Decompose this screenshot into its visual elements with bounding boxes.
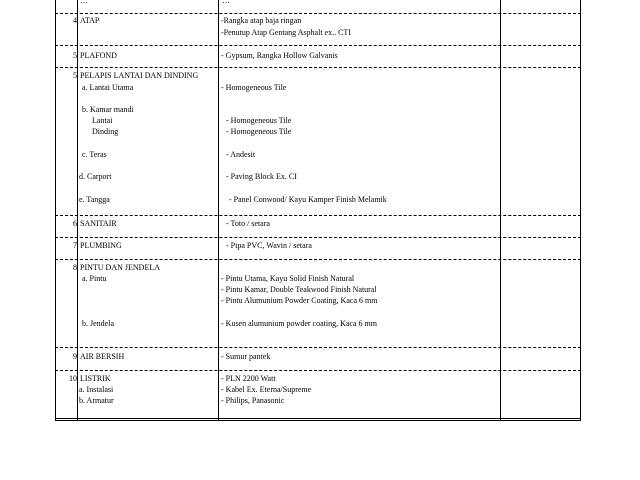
row-item-air-bersih: AIR BERSIH (80, 352, 125, 361)
sub-item: b. Armatur (79, 396, 114, 405)
row-number: 4 (73, 16, 77, 25)
row-item-pintu-jendela: PINTU DAN JENDELA (80, 263, 160, 272)
sub-item: b. Jendela (82, 319, 114, 328)
row-divider (55, 237, 581, 238)
row-spec: - Andesit (226, 150, 256, 159)
row-number: 5 (73, 71, 77, 80)
row-item-plafond: PLAFOND (80, 51, 117, 60)
col-line-spec (500, 0, 501, 421)
row-spec: - Kusen alumunium powder coating, Kaca 6 mm (221, 319, 377, 328)
row-spec: - Pintu Utama, Kayu Solid Finish Natural (221, 274, 355, 283)
row-divider (55, 67, 581, 68)
row-divider (55, 259, 581, 260)
sub-item: a. Instalasi (79, 385, 114, 394)
sub-item: a. Lantai Utama (82, 83, 134, 92)
sub-item: Lantai (92, 116, 113, 125)
row-spec: -Rangka atap baja ringan (221, 16, 302, 25)
col-line-right (580, 0, 581, 421)
spec-table (55, 0, 581, 422)
row-item-sanitair: SANITAIR (80, 219, 117, 228)
row-number: 8 (73, 263, 77, 272)
row-divider (55, 13, 581, 14)
row-spec: - Toto / setara (226, 219, 270, 228)
row-spec: - Pintu Kamar, Double Teakwood Finish Natural (221, 285, 377, 294)
col-line-item (218, 0, 219, 421)
row-spec: -Penutup Atap Gentang Asphalt ex.. CTI (221, 28, 351, 37)
row-spec: - Paving Block Ex. CI (226, 172, 297, 181)
row-spec: - Panel Conwood/ Kayu Kamper Finish Melamik (229, 195, 387, 204)
row-item-atap: ATAP (80, 16, 100, 25)
col-line-no (77, 0, 78, 421)
row-divider (55, 370, 581, 371)
sub-item: a. Pintu (82, 274, 107, 283)
row-spec: - Homogeneous Tile (226, 116, 292, 125)
row-spec: - Homogeneous Tile (221, 83, 287, 92)
row-number: 7 (73, 241, 77, 250)
row-spec: - Pintu Alumunium Powder Coating, Kaca 6 mm (221, 296, 378, 305)
table-bottom-border (55, 418, 581, 419)
row-spec: - Homogeneous Tile (226, 127, 292, 136)
sub-item: b. Kamar mandi (82, 105, 134, 114)
row-spec: - Philips, Panasonic (221, 396, 285, 405)
sub-item: e. Tangga (79, 195, 110, 204)
row-spec: - Pipa PVC, Wavin / setara (226, 241, 312, 250)
row-divider (55, 215, 581, 216)
row-spec: - Kabel Ex. Eterna/Supreme (221, 385, 312, 394)
row-number: 5 (73, 51, 77, 60)
row-number: 9 (73, 352, 77, 361)
sub-item: Dinding (92, 127, 119, 136)
row-spec: - Gypsum, Rangka Hollow Galvanis (221, 51, 338, 60)
row-divider (55, 347, 581, 348)
row-0-item: … (80, 0, 88, 5)
row-number: 10 (69, 374, 77, 383)
row-item-pelapis: PELAPIS LANTAI DAN DINDING (80, 71, 199, 80)
row-0-spec: … (222, 0, 230, 5)
row-divider (55, 45, 581, 46)
row-number: 6 (73, 219, 77, 228)
row-spec: - Sumur pantek (221, 352, 271, 361)
sub-item: d. Carport (79, 172, 112, 181)
row-item-listrik: LISTRIK (80, 374, 111, 383)
table-bottom-border (55, 420, 581, 421)
row-spec: - PLN 2200 Watt (221, 374, 276, 383)
sub-item: c. Teras (82, 150, 107, 159)
row-item-plumbing: PLUMBING (80, 241, 122, 250)
